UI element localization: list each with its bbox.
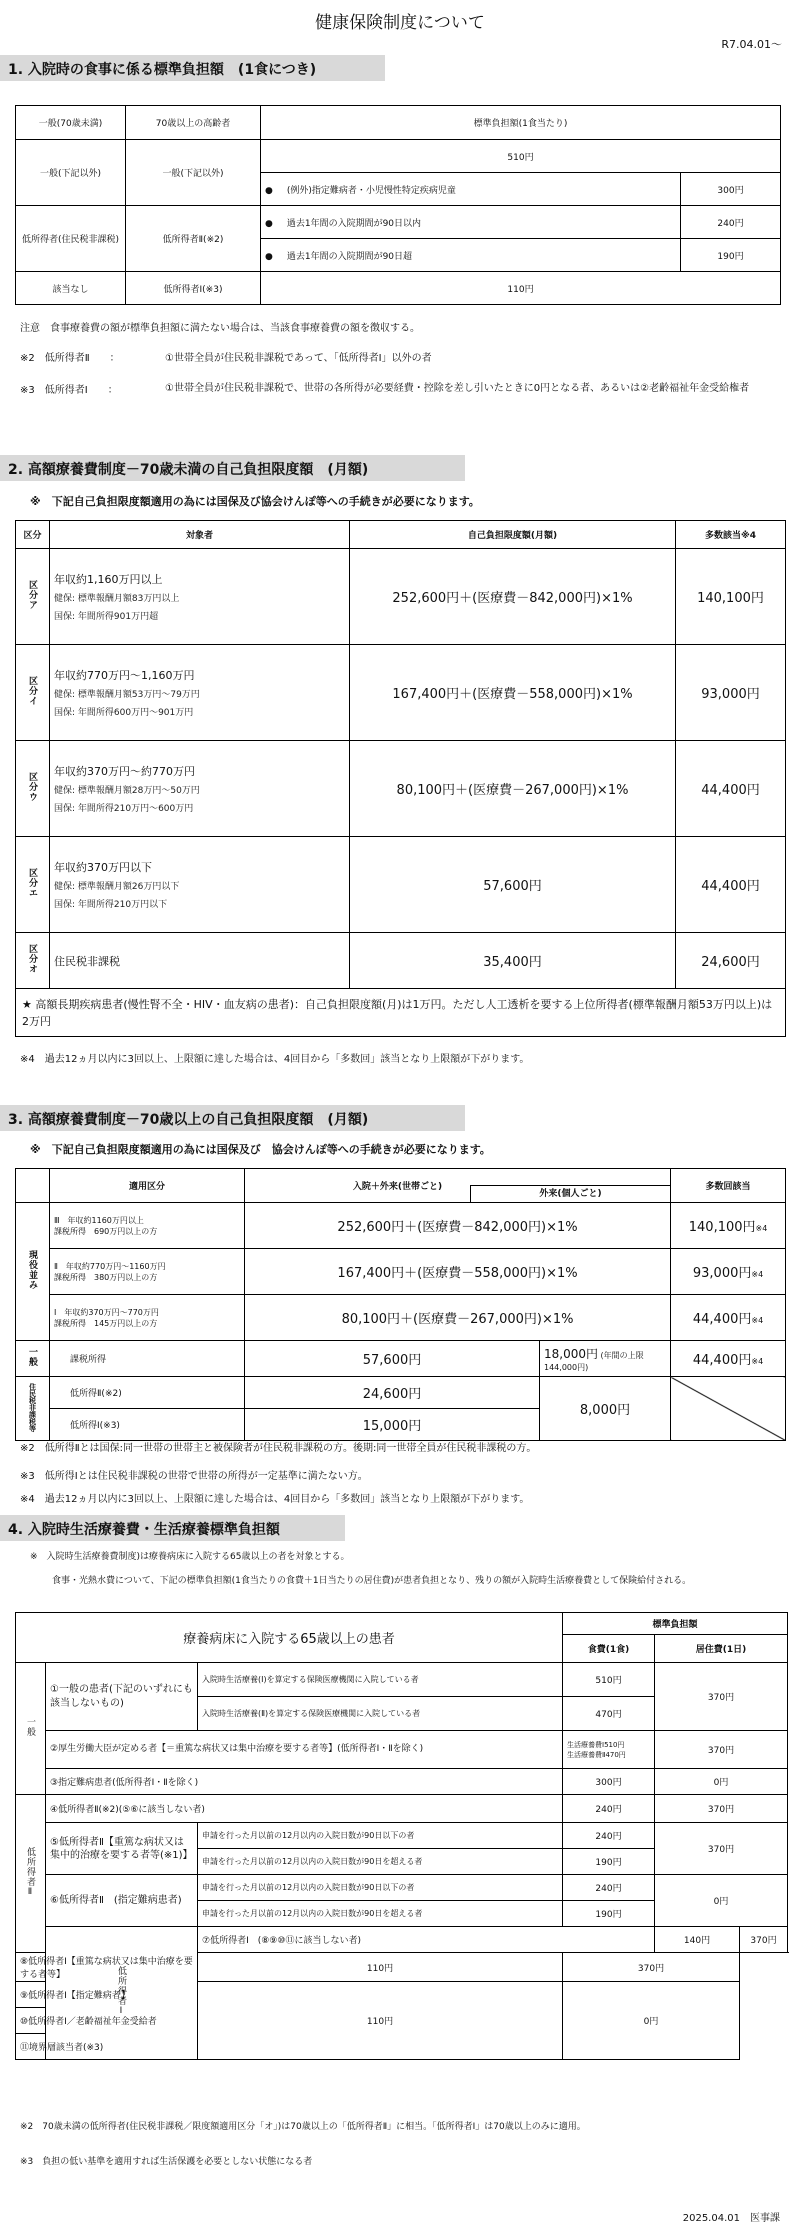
- low1-severe-food: 110円: [198, 1953, 563, 1982]
- section-3-note3: ※3 低所得Ⅰとは住民税非課税の世帯で世帯の所得が一定基準に満たない方。: [20, 1471, 368, 1482]
- low2-severe-within90: 申請を行った月以前の12月以内の入院日数が90日以下の者: [198, 1823, 563, 1849]
- low2-severe-over90: 申請を行った月以前の12月以内の入院日数が90日を超える者: [198, 1849, 563, 1875]
- row-general-a: 一般(下記以外): [16, 140, 126, 206]
- general-type1: 入院時生活療養(Ⅰ)を算定する保険医療機関に入院している者: [198, 1663, 563, 1697]
- multi-a: 140,100円: [676, 549, 786, 645]
- target-o: 住民税非課税: [50, 933, 350, 989]
- row-low1: 低所得者Ⅰ(※3): [126, 272, 261, 305]
- header-multi: 多数該当※4: [676, 521, 786, 549]
- limit-i: 167,400円＋(医療費－558,000円)×1%: [350, 645, 676, 741]
- section-4-note2: ※2 70歳未満の低所得者(住民税非課税／限度額適用区分「オ」)は70歳以上の「低所得者Ⅱ」に相当。「低所得者Ⅰ」は70歳以上のみに適用。: [20, 2122, 586, 2132]
- over-90-text: ● 過去1年間の入院期間が90日超: [261, 239, 681, 272]
- value-240: 240円: [681, 206, 781, 239]
- low2-label: 低所得Ⅱ(※2): [50, 1377, 245, 1409]
- general-patient: ①一般の患者(下記のいずれにも該当しないもの): [46, 1663, 198, 1731]
- general-multi: 44,400円※4: [671, 1341, 786, 1377]
- low-outpatient: 8,000円: [540, 1377, 671, 1441]
- active-2-label: Ⅱ 年収約770万円～1160万円 課税所得 380万円以上の方: [50, 1249, 245, 1295]
- general-room: 370円: [655, 1663, 788, 1731]
- header-main: 療養病床に入院する65歳以上の患者: [16, 1613, 563, 1663]
- header-over70: 70歳以上の高齢者: [126, 106, 261, 140]
- low2-value: 24,600円: [245, 1377, 540, 1409]
- low1-pension: ⑩低所得者Ⅰ／老齢福祉年金受給者: [16, 2008, 198, 2034]
- note-low2: ①世帯全員が住民税非課税であって、「低所得者Ⅰ」以外の者: [165, 353, 432, 364]
- low2-designated-within90-food: 240円: [563, 1875, 655, 1901]
- group-active: 現役並み: [16, 1203, 50, 1341]
- section-4-heading: 4. 入院時生活療養費・生活療養標準負担額: [0, 1515, 345, 1541]
- multi-i: 93,000円: [676, 645, 786, 741]
- header-standard-burden: 標準負担額: [563, 1613, 788, 1635]
- active-2-multi: 93,000円※4: [671, 1249, 786, 1295]
- low2-designated-within90: 申請を行った月以前の12月以内の入院日数が90日以下の者: [198, 1875, 563, 1901]
- header-multi-over70: 多数回該当: [671, 1169, 786, 1203]
- category-e: 区分エ: [16, 837, 50, 933]
- group-low2-4: 低所得者Ⅱ: [16, 1795, 46, 1953]
- row-low-income-a: 低所得者(住民税非課税): [16, 206, 126, 272]
- active-1-multi: 44,400円※4: [671, 1295, 786, 1341]
- within-90-text: ● 過去1年間の入院期間が90日以内: [261, 206, 681, 239]
- value-190: 190円: [681, 239, 781, 272]
- group-non-taxable: 住民税非課税等: [16, 1377, 50, 1441]
- low1-general-room: 370円: [740, 1927, 788, 1953]
- low2-designated-over90: 申請を行った月以前の12月以内の入院日数が90日を超える者: [198, 1901, 563, 1927]
- header-under70: 一般(70歳未満): [16, 106, 126, 140]
- section-3-notice: ※ 下記自己負担限度額適用の為には国保及び 協会けんぽ等への手続きが必要になります。: [30, 1143, 491, 1156]
- section-4-intro1: ※ 入院時生活療養費制度)は療養病床に入院する65歳以上の者を対象とする。: [30, 1552, 350, 1562]
- value-110: 110円: [261, 272, 781, 305]
- header-limit: 自己負担限度額(月額): [350, 521, 676, 549]
- designated-disease-room: 0円: [655, 1769, 788, 1795]
- row-none: 該当なし: [16, 272, 126, 305]
- group-general: 一般: [16, 1341, 50, 1377]
- low1-value: 15,000円: [245, 1409, 540, 1441]
- general-type2: 入院時生活療養(Ⅱ)を算定する保険医療機関に入院している者: [198, 1697, 563, 1731]
- target-e: 年収約370万円以下 健保: 標準報酬月額26万円以下 国保: 年間所得210万円以下: [50, 837, 350, 933]
- header-food: 食費(1食): [563, 1635, 655, 1663]
- long-term-patient-note: ★ 高額長期疾病患者(慢性腎不全・HIV・血友病の患者)：自己負担限度額(月)は1万円。ただし人工透析を要する上位所得者(標準報酬月額53万円以上)は2万円: [16, 989, 786, 1037]
- group-low1-4: 低所得者Ⅰ: [46, 1927, 198, 2060]
- active-3-formula: 252,600円＋(医療費－842,000円)×1%: [245, 1203, 671, 1249]
- active-3-label: Ⅲ 年収約1160万円以上 課税所得 690万円以上の方: [50, 1203, 245, 1249]
- header-target: 対象者: [50, 521, 350, 549]
- low2-severe-over90-food: 190円: [563, 1849, 655, 1875]
- target-i: 年収約770万円～1,160万円 健保: 標準報酬月額53万円～79万円 国保: 年間所得600万円～901万円: [50, 645, 350, 741]
- header-room: 居住費(1日): [655, 1635, 788, 1663]
- header-standard: 標準負担額(1食当たり): [261, 106, 781, 140]
- section-2-notice: ※ 下記自己負担限度額適用の為には国保及び協会けんぽ等への手続きが必要になります。: [30, 495, 480, 508]
- low1-general: ⑦低所得者Ⅰ (⑧⑨⑩⑪に該当しない者): [198, 1927, 655, 1953]
- low1-other-food: 110円: [198, 1982, 563, 2060]
- limit-e: 57,600円: [350, 837, 676, 933]
- value-510: 510円: [261, 140, 781, 173]
- target-u: 年収約370万円～約770万円 健保: 標準報酬月額28万円～50万円 国保: 年間所得210万円～600万円: [50, 741, 350, 837]
- limit-o: 35,400円: [350, 933, 676, 989]
- limit-a: 252,600円＋(医療費－842,000円)×1%: [350, 549, 676, 645]
- general-type2-food: 470円: [563, 1697, 655, 1731]
- low1-other-room: 0円: [563, 1982, 740, 2060]
- low2-general-food: 240円: [563, 1795, 655, 1823]
- note-caution: 注意 食事療養費の額が標準負担額に満たない場合は、当該食事療養費の額を徴収する。: [20, 323, 420, 334]
- low-multi-empty: [671, 1377, 786, 1441]
- row-general-b: 一般(下記以外): [126, 140, 261, 206]
- target-a: 年収約1,160万円以上 健保: 標準報酬月額83万円以上 国保: 年間所得901万円超: [50, 549, 350, 645]
- low2-designated: ⑥低所得者Ⅱ (指定難病患者): [46, 1875, 198, 1927]
- low2-severe-within90-food: 240円: [563, 1823, 655, 1849]
- general-type1-food: 510円: [563, 1663, 655, 1697]
- header-category: 区分: [16, 521, 50, 549]
- category-o: 区分オ: [16, 933, 50, 989]
- section-4-note3: ※3 負担の低い基準を適用すれば生活保護を必要としない状態になる者: [20, 2157, 313, 2167]
- note-low1: ①世帯全員が住民税非課税で、世帯の各所得が必要経費・控除を差し引いたときに0円となる者、あるいは②老齢福祉年金受給権者: [165, 383, 750, 394]
- living-cost-table: [15, 1612, 788, 2060]
- minister-designated-food: 生活療養費Ⅰ510円 生活療養費Ⅱ470円: [563, 1731, 655, 1769]
- category-i: 区分イ: [16, 645, 50, 741]
- borderline: ⑪境界層該当者(※3): [16, 2034, 198, 2060]
- note-low2-label: ※2 低所得者Ⅱ ：: [20, 353, 120, 364]
- multi-u: 44,400円: [676, 741, 786, 837]
- multi-o: 24,600円: [676, 933, 786, 989]
- active-3-multi: 140,100円※4: [671, 1203, 786, 1249]
- value-300: 300円: [681, 173, 781, 206]
- category-a: 区分ア: [16, 549, 50, 645]
- section-1-heading: 1. 入院時の食事に係る標準負担額 (1食につき): [0, 55, 385, 81]
- meal-cost-table: [15, 105, 781, 305]
- minister-designated: ②厚生労働大臣が定める者【＝重篤な病状又は集中治療を要する者等】(低所得者Ⅰ・Ⅱを除く): [46, 1731, 563, 1769]
- section-2-heading: 2. 高額療養費制度－70歳未満の自己負担限度額 (月額): [0, 455, 465, 481]
- over70-limit-table: [15, 1168, 786, 1441]
- low2-severe-room: 370円: [655, 1823, 788, 1875]
- low2-designated-over90-food: 190円: [563, 1901, 655, 1927]
- low2-general: ④低所得者Ⅱ(※2)(⑤⑥に該当しない者): [46, 1795, 563, 1823]
- section-4-intro2: 食事・光熱水費について、下記の標準負担額(1食当たりの食費＋1日当たりの居住費)が患者負担となり、残りの額が入院時生活療養費として保険給付される。: [52, 1576, 692, 1586]
- limit-u: 80,100円＋(医療費－267,000円)×1%: [350, 741, 676, 837]
- low2-severe: ⑤低所得者Ⅱ【重篤な病状又は集中的治療を要する者等(※1)】: [46, 1823, 198, 1875]
- effective-date: R7.04.01～: [721, 38, 782, 51]
- group-general-4: 一般: [16, 1663, 46, 1795]
- footer-dept: 2025.04.01 医事課: [682, 2213, 780, 2224]
- general-label: 課税所得: [50, 1341, 245, 1377]
- minister-designated-room: 370円: [655, 1731, 788, 1769]
- general-outpatient: 18,000円 (年間の上限144,000円): [540, 1341, 671, 1377]
- section-3-note2: ※2 低所得Ⅱとは国保:同一世帯の世帯主と被保険者が住民税非課税の方。後期:同一世帯全員が住民税非課税の方。: [20, 1443, 537, 1454]
- active-2-formula: 167,400円＋(医療費－558,000円)×1%: [245, 1249, 671, 1295]
- designated-disease: ③指定難病患者(低所得者Ⅰ・Ⅱを除く): [46, 1769, 563, 1795]
- page-title: 健康保険制度について: [315, 13, 485, 33]
- exception-text: ● (例外)指定難病者・小児慢性特定疾病児童: [261, 173, 681, 206]
- low1-general-food: 140円: [655, 1927, 740, 1953]
- note-low1-label: ※3 低所得者Ⅰ ：: [20, 385, 118, 396]
- low1-severe: ⑧低所得者Ⅰ【重篤な病状又は集中治療を要する者等】: [16, 1953, 198, 1982]
- low1-designated: ⑨低所得者Ⅰ【指定難病者】: [16, 1982, 198, 2008]
- designated-disease-food: 300円: [563, 1769, 655, 1795]
- section-3-note4: ※4 過去12ヵ月以内に3回以上、上限額に達した場合は、4回目から「多数回」該当となり上限額が下がります。: [20, 1494, 530, 1505]
- row-low-income-b: 低所得者Ⅱ(※2): [126, 206, 261, 272]
- category-u: 区分ウ: [16, 741, 50, 837]
- low1-label: 低所得Ⅰ(※3): [50, 1409, 245, 1441]
- low1-severe-room: 370円: [563, 1953, 740, 1982]
- section-3-heading: 3. 高額療養費制度－70歳以上の自己負担限度額 (月額): [0, 1105, 465, 1131]
- low2-general-room: 370円: [655, 1795, 788, 1823]
- header-applicable: 適用区分: [50, 1169, 245, 1203]
- header-household: 入院＋外来(世帯ごと) 外来(個人ごと): [245, 1169, 671, 1203]
- under70-limit-table: [15, 520, 786, 1037]
- multi-e: 44,400円: [676, 837, 786, 933]
- active-1-label: Ⅰ 年収約370万円～770万円 課税所得 145万円以上の方: [50, 1295, 245, 1341]
- header-outpatient: 外来(個人ごと): [470, 1185, 670, 1203]
- general-value: 57,600円: [245, 1341, 540, 1377]
- low2-designated-room: 0円: [655, 1875, 788, 1927]
- section-2-note4: ※4 過去12ヵ月以内に3回以上、上限額に達した場合は、4回目から「多数回」該当となり上限額が下がります。: [20, 1054, 530, 1065]
- active-1-formula: 80,100円＋(医療費－267,000円)×1%: [245, 1295, 671, 1341]
